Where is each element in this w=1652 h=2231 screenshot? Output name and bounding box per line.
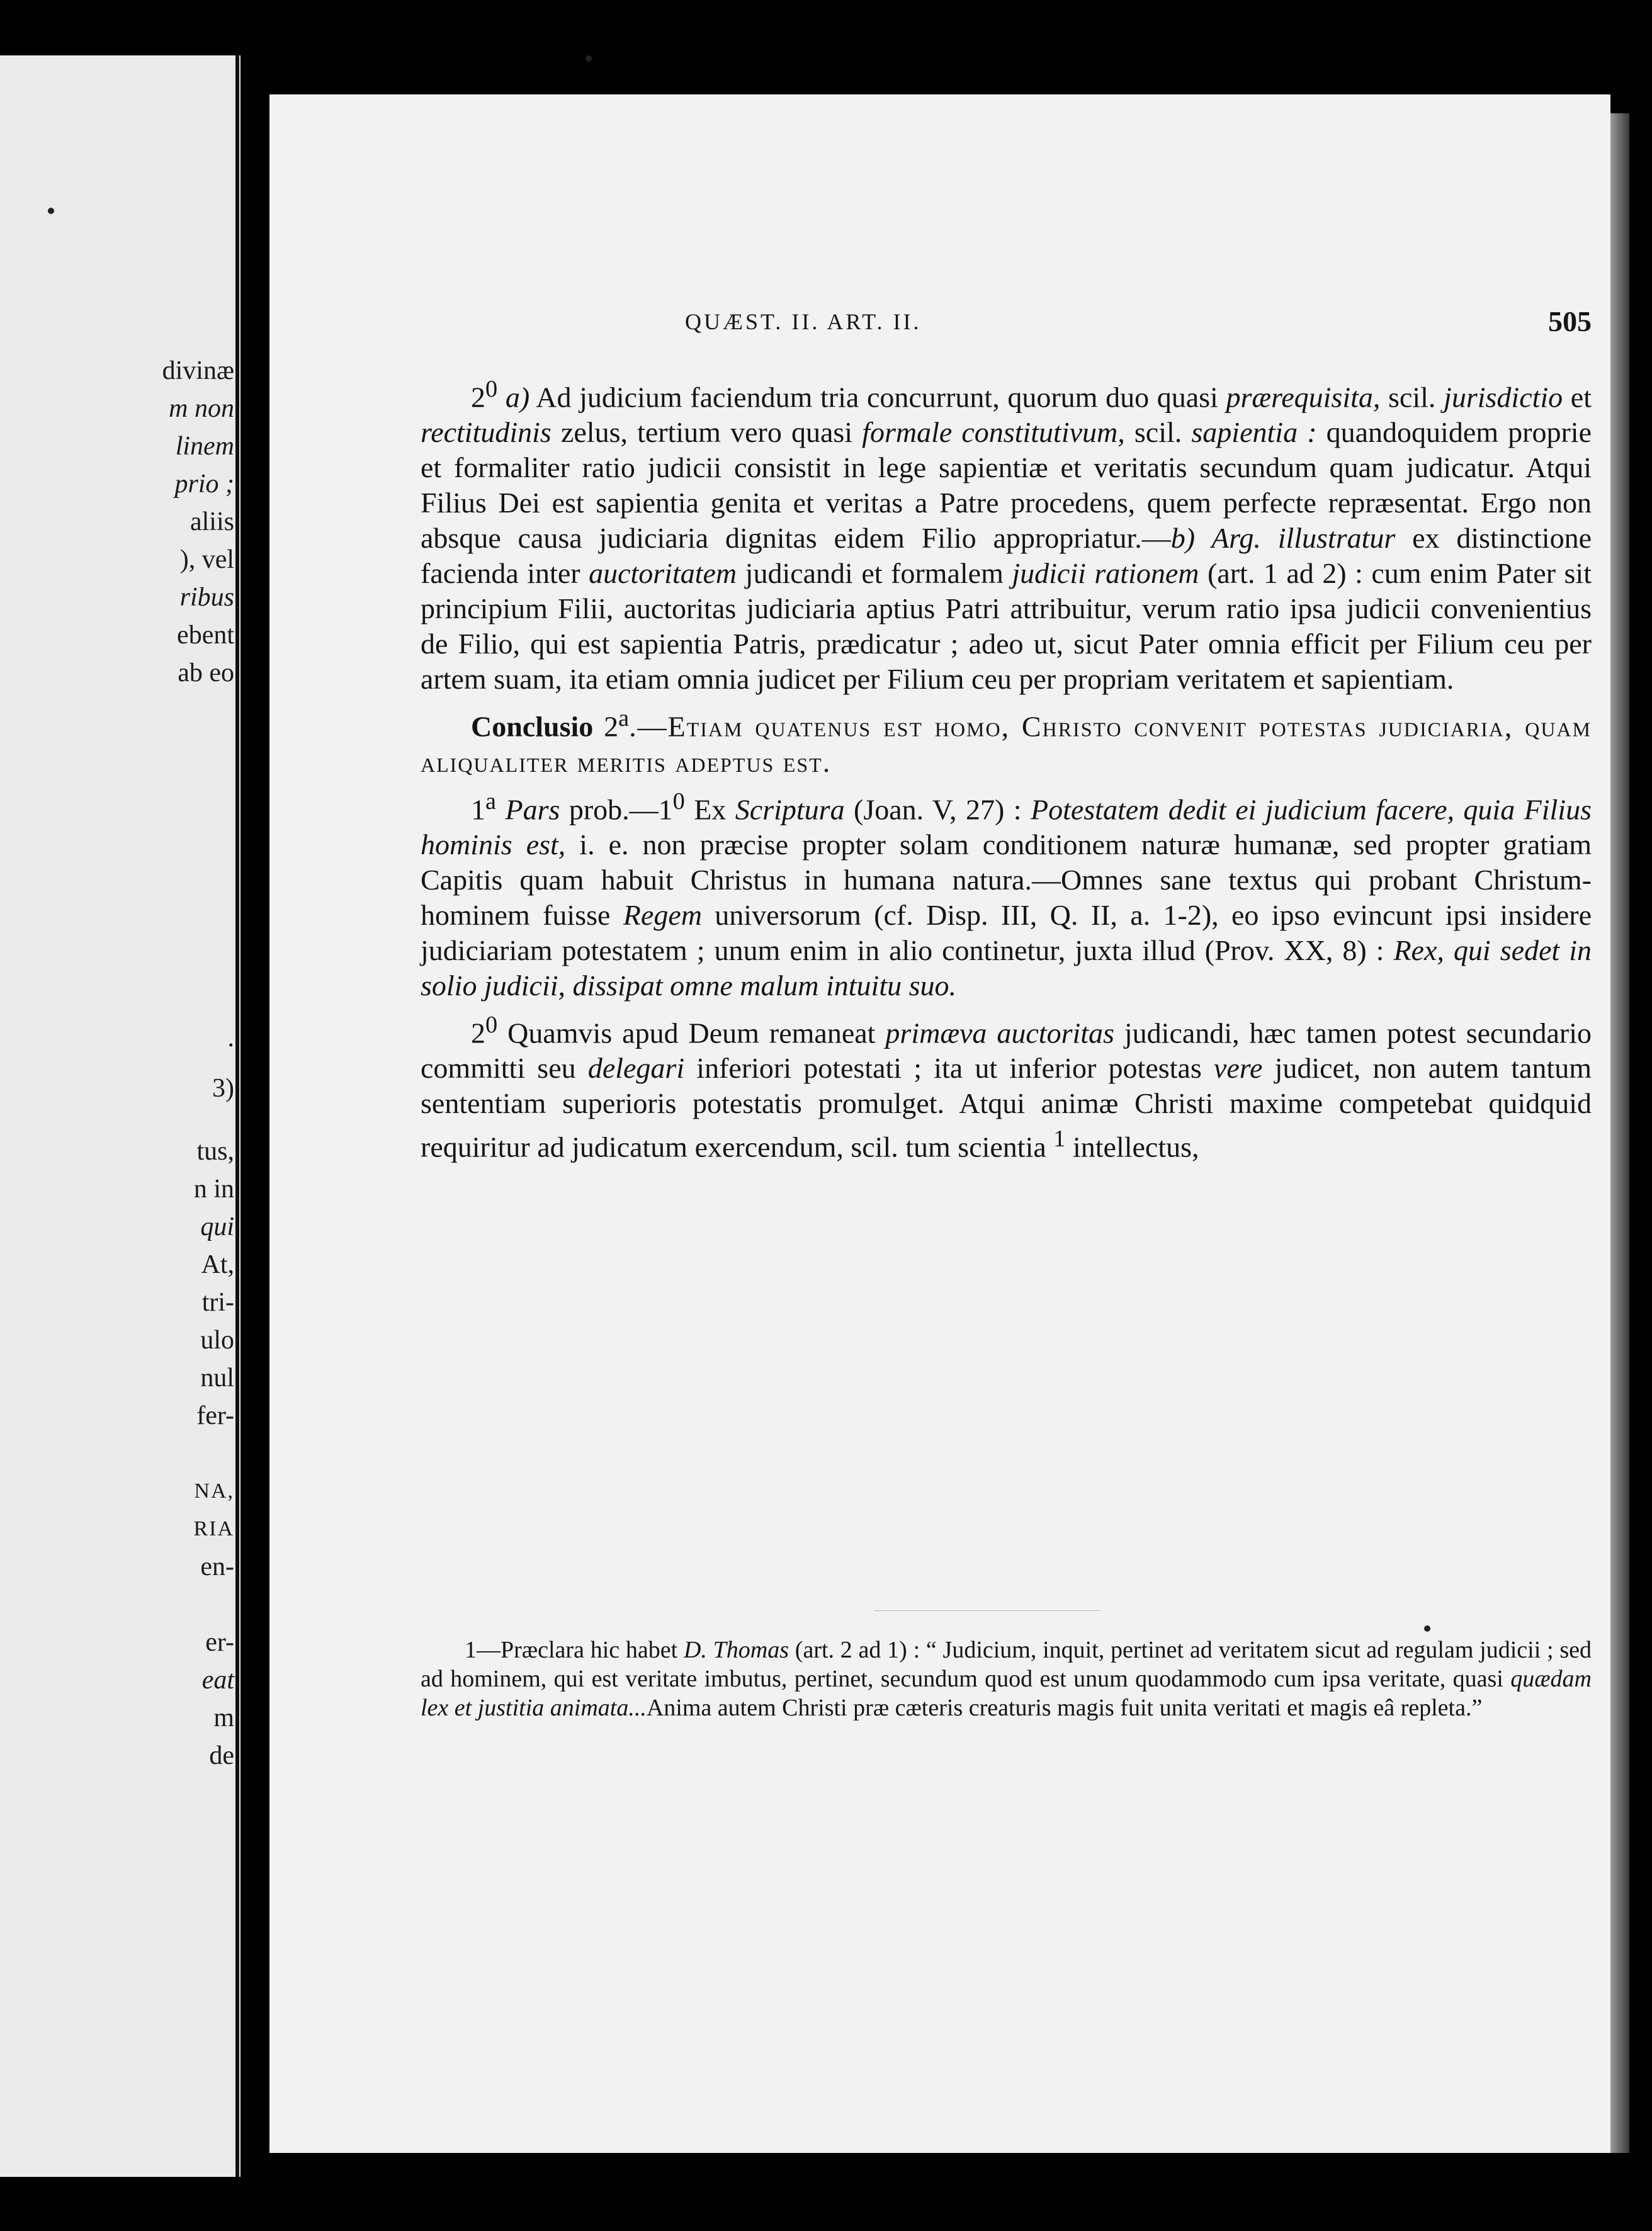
italic-run: prærequisita, — [1226, 381, 1381, 414]
text-run: scil. — [1380, 381, 1444, 414]
footnotes — [421, 1635, 1592, 1722]
text-run: scil. — [1124, 416, 1192, 449]
superscript-run: 1 — [1053, 1126, 1066, 1153]
text-run: 2 — [471, 1017, 485, 1049]
conclusio-paragraph — [421, 701, 1592, 779]
scan-speck — [1424, 1625, 1430, 1632]
left-page-fragment: ), vel — [179, 545, 234, 574]
body-text — [421, 371, 1592, 1169]
left-page-fragment: en- — [200, 1552, 234, 1581]
footnote-1 — [421, 1635, 1592, 1722]
scan-speck — [586, 55, 592, 62]
italic-run: quædam lex et justitia animata... — [421, 1666, 1592, 1721]
text-run: quandoquidem proprie et formaliter ratio judicii consistit in lege sapientiæ et veritatis secundum quam judicatur. Atqui Filius Dei est sapientia genita et veritas a Patre procedens, quem perfecte repræsentat. Ergo non absque causa judiciaria dignitas eidem Filio appropriatur.— — [421, 416, 1592, 555]
left-page-fragment: ebent — [177, 621, 234, 650]
text-run — [497, 381, 506, 413]
left-page-fragment: divinæ — [162, 356, 234, 385]
italic-run: rectitudinis — [421, 416, 552, 449]
footnote-rule — [874, 1610, 1100, 1611]
left-page-fragment: de — [209, 1741, 234, 1770]
italic-run: Regem — [623, 898, 702, 931]
left-page-fragment: eat — [201, 1666, 234, 1695]
left-page-fragment: linem — [175, 432, 234, 461]
text-run: et — [1563, 381, 1592, 414]
text-run: (art. 2 ad 1) : “ Judicium, inquit, pertinet ad veritatem sicut ad regulam judicii ; sed ad hominem, qui est veritate imbutus, pertinet, secundum quod est unum quodammodo cum ipsa veritate, quasi — [421, 1637, 1592, 1692]
gutter-divider — [235, 55, 239, 2177]
text-run: 1 — [471, 793, 485, 825]
left-page-fragment: ab eo — [178, 658, 234, 687]
italic-run: Pars — [505, 793, 560, 825]
superscript-run: a — [485, 788, 497, 815]
paragraph-pars-1 — [421, 784, 1592, 1003]
left-page-fragment: nul — [200, 1364, 234, 1392]
italic-run: judicii rationem — [1012, 557, 1199, 590]
text-run: judicet, non autem tantum sententiam superioris potestatis promulget. Atqui animæ Christi maxime competebat quidquid requiritur ad judicatum exercendum, scil. tum scientia — [421, 1052, 1592, 1163]
text-run: (Joan. V, 27) : — [844, 793, 1031, 825]
left-page-fragment: ribus — [179, 583, 234, 612]
text-run: zelus, tertium vero quasi — [551, 416, 863, 449]
italic-run: vere — [1213, 1052, 1263, 1085]
superscript-run: 0 — [485, 376, 498, 402]
text-run: (art. 1 ad 2) : cum enim Pater sit principium Filii, auctoritas judiciaria aptius Patri attribuitur, verum ratio ipsa judicii convenientius de Filio, qui est sapientia Patris, prædicatur ; adeo ut, sicut Pater omnia efficit per Filium ceu per artem suam, ita etiam omnia judicet per Filium ceu per propriam veritatem et sapientiam. — [421, 557, 1592, 696]
conclusio-number: 2 — [604, 710, 619, 743]
italic-run: delegari — [587, 1052, 685, 1085]
page-number: 505 — [1548, 305, 1592, 337]
text-run — [496, 793, 505, 825]
italic-run: Potestatem dedit ei judicium facere, quia Filius hominis est, — [421, 793, 1592, 861]
italic-run: primæva auctoritas — [885, 1017, 1114, 1049]
text-run: judicandi, hæc tamen potest secundario committi seu — [421, 1017, 1592, 1085]
paragraph-argument-2 — [421, 371, 1592, 697]
page-edge-shadow — [1610, 113, 1629, 2153]
text-run: 2 — [471, 381, 485, 414]
italic-run: auctoritatem — [589, 557, 737, 590]
conclusio-label: Conclusio — [471, 710, 594, 743]
left-page-fragment: ulo — [200, 1326, 234, 1355]
previous-page-fragment — [0, 55, 240, 2177]
text-run: intellectus, — [1065, 1131, 1199, 1163]
left-page-fragment: tus, — [196, 1137, 234, 1166]
left-page-fragment: . — [227, 1024, 234, 1053]
text-run: 1—Præclara hic habet — [465, 1637, 684, 1663]
text-run: i. e. non præcise propter solam conditionem naturæ humanæ, sed propter gratiam Capitis quam habuit Christus in humana natura.—Omnes sane textus qui probant Christum-hominem fuisse — [421, 828, 1592, 931]
text-run: inferiori potestati ; ita ut inferior potestas — [684, 1052, 1214, 1085]
text-run: Anima autem Christi præ cæteris creaturis magis fuit unita veritati et magis eâ repleta.” — [646, 1695, 1483, 1721]
superscript-run: 0 — [485, 1011, 498, 1038]
left-page-fragment: er- — [205, 1628, 234, 1657]
italic-run: D. Thomas — [683, 1637, 789, 1663]
superscript-run: 0 — [672, 788, 685, 815]
text-run: Quamvis apud Deum remaneat — [497, 1017, 886, 1049]
italic-run: jurisdictio — [1444, 381, 1563, 414]
italic-run: b) Arg. illustratur — [1170, 522, 1396, 555]
italic-run: sapientia : — [1191, 416, 1317, 449]
left-page-fragment: aliis — [190, 507, 234, 536]
left-page-fragment: fer- — [196, 1401, 234, 1430]
left-page-fragment: RIA — [193, 1517, 234, 1540]
left-page-fragment: qui — [200, 1212, 234, 1241]
italic-run: Rex, qui sedet in solio judicii, dissipat omne malum intuitu suo. — [421, 934, 1592, 1002]
italic-run: Scriptura — [735, 793, 845, 825]
text-run: prob.—1 — [560, 793, 673, 825]
conclusio-statement: .—Etiam quatenus est homo, Christo convenit potestas judiciaria, quam aliqualiter meritis adeptus est. — [421, 710, 1592, 778]
scan-speck — [48, 208, 54, 214]
text-run: Ad judicium faciendum tria concurrunt, quorum duo quasi — [529, 381, 1226, 414]
left-page-fragment: m — [213, 1703, 234, 1732]
conclusio-superscript: a — [618, 705, 630, 732]
left-page-fragment: n in — [193, 1175, 234, 1204]
text-run: Ex — [684, 793, 735, 825]
running-title: QUÆST. II. ART. II. — [685, 309, 922, 334]
left-page-fragment: At, — [201, 1250, 234, 1279]
left-page-fragment: 3) — [212, 1074, 234, 1103]
running-head — [421, 305, 1592, 346]
italic-run: a) — [505, 381, 530, 414]
page — [269, 94, 1610, 2153]
left-page-fragment: prio ; — [174, 470, 234, 499]
text-run: universorum (cf. Disp. III, Q. II, a. 1-2), eo ipso evincunt ipsi insidere judiciariam potestatem ; unum enim in alio continetur, juxta illud (Prov. XX, 8) : — [421, 898, 1592, 966]
paragraph-point-2 — [421, 1007, 1592, 1165]
left-page-fragment: tri- — [201, 1288, 234, 1317]
text-run: ex distinctione facienda inter — [421, 522, 1592, 590]
italic-run: formale constitutivum, — [862, 416, 1125, 449]
text-run: judicandi et formalem — [737, 557, 1012, 590]
left-page-fragment: NA, — [194, 1479, 234, 1503]
left-page-fragment: m non — [169, 394, 234, 423]
